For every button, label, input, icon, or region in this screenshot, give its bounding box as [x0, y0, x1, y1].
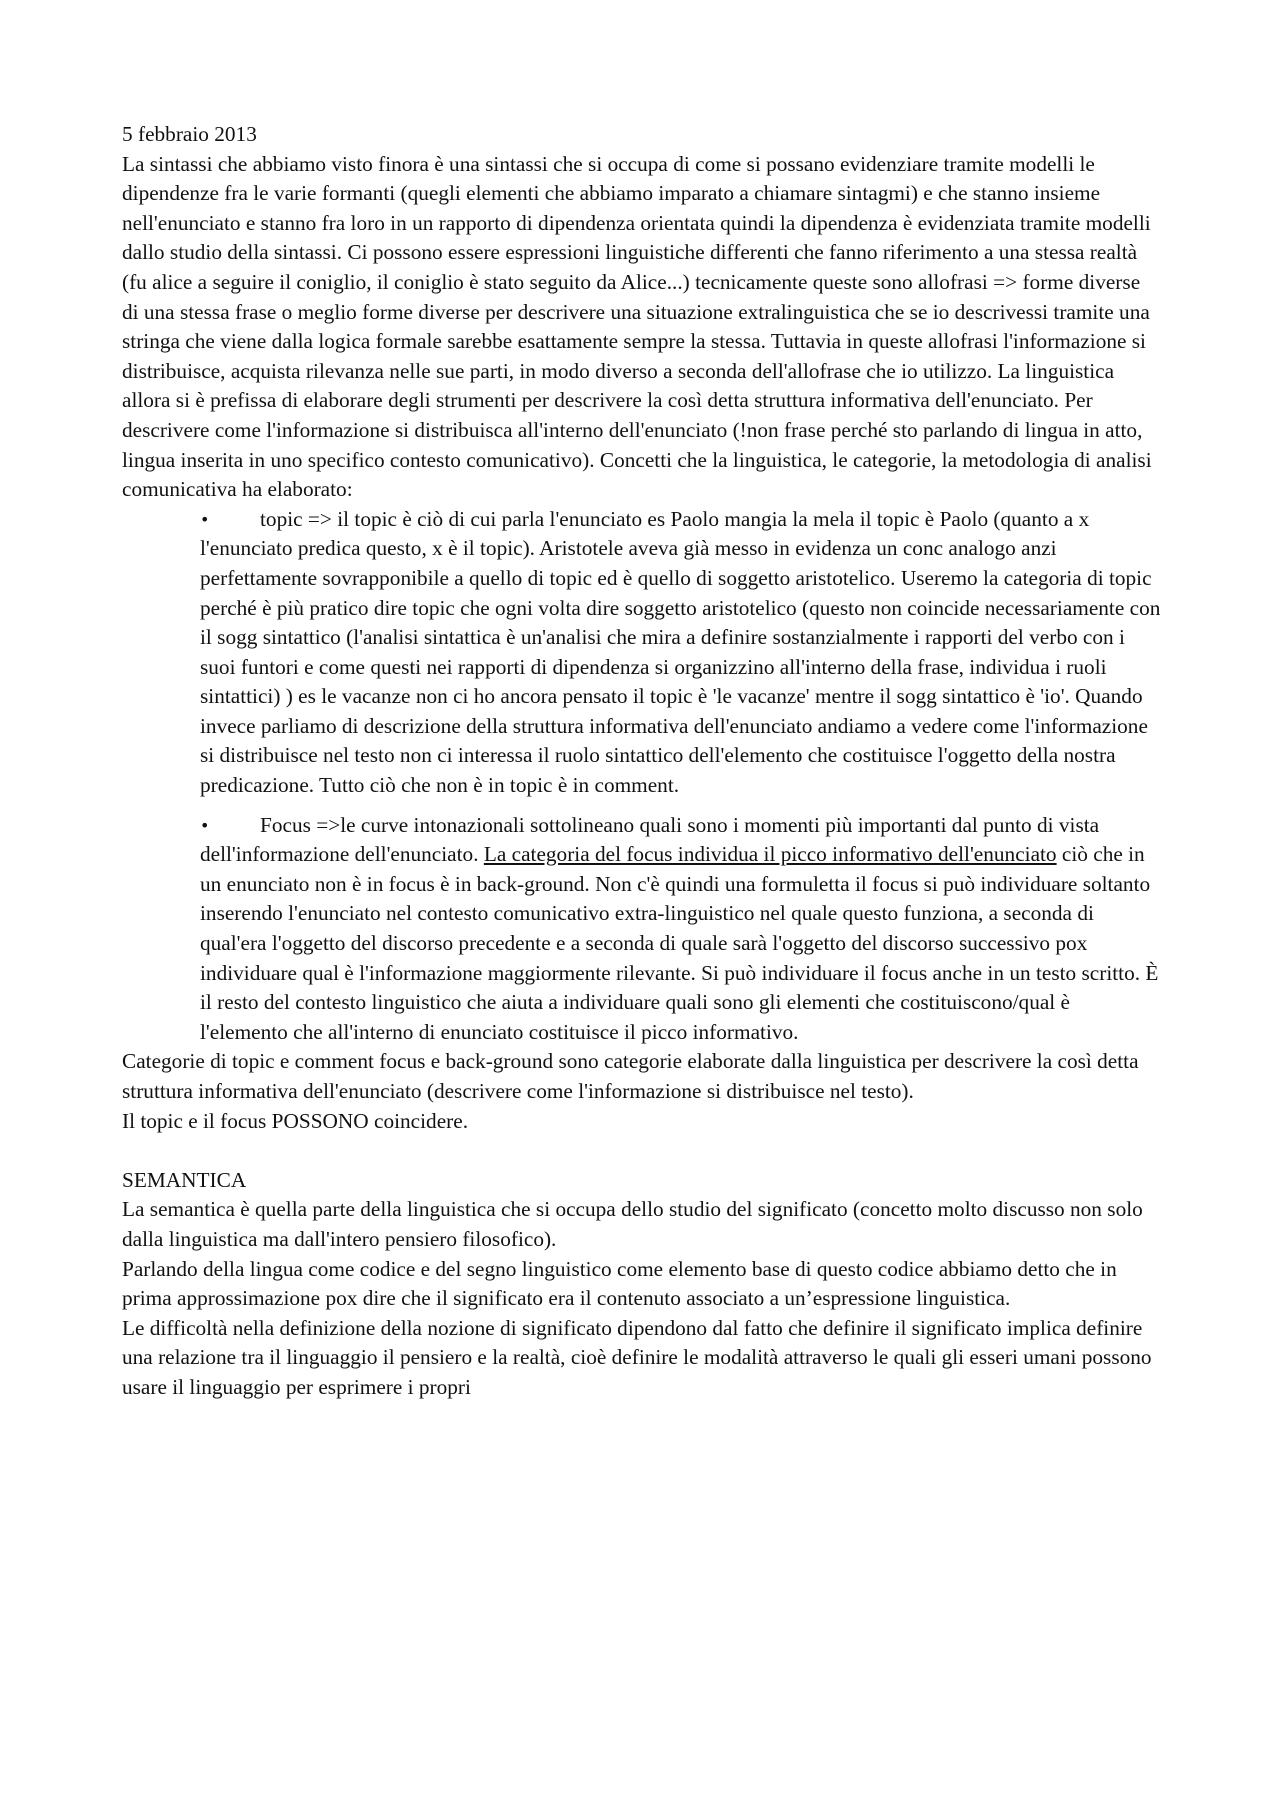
focus-underlined-text: La categoria del focus individua il picco informativo dell'enunciato	[483, 842, 1057, 867]
concepts-list	[122, 505, 1162, 1048]
semantica-paragraph-3: Le difficoltà nella definizione della nozione di significato dipendono dal fatto che definire il significato implica definire una relazione tra il linguaggio il pensiero e la realtà, cioè definire le modalità attraverso le quali gli esseri umani possono usare il linguaggio per esprimere i propri	[122, 1315, 1152, 1399]
semantica-paragraph-1: La semantica è quella parte della linguistica che si occupa dello studio del significato (concetto molto discusso non solo dalla linguistica ma dall'intero pensiero filosofico).	[122, 1197, 1143, 1251]
categories-paragraph: Categorie di topic e comment focus e back-ground sono categorie elaborate dalla linguistica per descrivere la così detta struttura informativa dell'enunciato (descrivere come l'informazione si distribuisce nel testo).	[122, 1049, 1139, 1103]
list-item-topic	[200, 505, 1162, 801]
topic-text: topic => il topic è ciò di cui parla l'enunciato es Paolo mangia la mela il topic è Paolo (quanto a x l'enunciato predica questo, x è il topic). Aristotele aveva già messo in evidenza un conc analogo anzi perfettamente sovrapponibile a quello di topic ed è quello di soggetto aristotelico. Useremo la categoria di topic perché è più pratico dire topic che ogni volta dire soggetto aristotelico (questo non coincide necessariamente con il sogg sintattico (l'analisi sintattica è un'analisi che mira a definire sostanzialmente i rapporti del verbo con i suoi funtori e come questi nei rapporti di dipendenza si organizzino all'interno della frase, individua i ruoli sintattici) ) es le vacanze non ci ho ancora pensato il topic è 'le vacanze' mentre il sogg sintattico è 'io'. Quando invece parliamo di descrizione della struttura informativa dell'enunciato andiamo a vedere come l'informazione si distribuisce nel testo non ci interessa il ruolo sintattico dell'elemento che costituisce l'oggetto della nostra predicazione. Tutto ciò che non è in topic è in comment.	[200, 506, 1161, 798]
bullet-icon: •	[200, 815, 210, 835]
semantica-paragraph-2: Parlando della lingua come codice e del segno linguistico come elemento base di questo codice abbiamo detto che in prima approssimazione pox dire che il significato era il contenuto associato a un’espressione linguistica.	[122, 1256, 1117, 1311]
document-date: 5 febbraio 2013	[122, 122, 257, 146]
focus-text-start: Focus =>le curve intonazionali sottolineano quali sono i momenti più importanti dal punto di vista dell'informazione dell'enunciato.	[200, 812, 1100, 867]
document-page	[122, 120, 1162, 1403]
paragraph-gap	[122, 1136, 1162, 1166]
intro-paragraph: La sintassi che abbiamo visto finora è una sintassi che si occupa di come si possano evidenziare tramite modelli le dipendenze fra le varie formanti (quegli elementi che abbiamo imparato a chiamare sintagmi) e che stanno insieme nell'enunciato e stanno fra loro in un rapporto di dipendenza orientata quindi la dipendenza è evidenziata tramite modelli dallo studio della sintassi. Ci possono essere espressioni linguistiche differenti che fanno riferimento a una stessa realtà (fu alice a seguire il coniglio, il coniglio è stato seguito da Alice...) tecnicamente queste sono allofrasi => forme diverse di una stessa frase o meglio forme diverse per descrivere una situazione extralinguistica che se io descrivessi tramite una stringa che viene dalla logica formale sarebbe esattamente sempre la stessa. Tuttavia in queste allofrasi l'informazione si distribuisce, acquista rilevanza nelle sue parti, in modo diverso a seconda dell'allofrase che io utilizzo. La linguistica allora si è prefissa di elaborare degli strumenti per descrivere la così detta struttura informativa dell'enunciato. Per descrivere come l'informazione si distribuisca all'interno dell'enunciato (!non frase perché sto parlando di lingua in atto, lingua inserita in uno specifico contesto comunicativo). Concetti che la linguistica, le categorie, la metodologia di analisi comunicativa ha elaborato:	[122, 151, 1152, 502]
semantica-heading: SEMANTICA	[122, 1167, 247, 1192]
bullet-icon: •	[200, 509, 210, 529]
list-item-focus	[200, 811, 1162, 1048]
coincide-line: Il topic e il focus POSSONO coincidere.	[122, 1108, 469, 1133]
focus-text-end: ciò che in un enunciato non è in focus è in back-ground. Non c'è quindi una formuletta il focus si può individuare soltanto inserendo l'enunciato nel contesto comunicativo extra-linguistico nel quale questo funziona, a seconda di qual'era l'oggetto del discorso precedente e a seconda di quale sarà l'oggetto del discorso successivo pox individuare qual è l'informazione maggiormente rilevante. Si può individuare il focus anche in un testo scritto. È il resto del contesto linguistico che aiuta a individuare quali sono gli elementi che costituiscono/qual è l'elemento che all'interno di enunciato costituisce il picco informativo.	[200, 842, 1159, 1044]
